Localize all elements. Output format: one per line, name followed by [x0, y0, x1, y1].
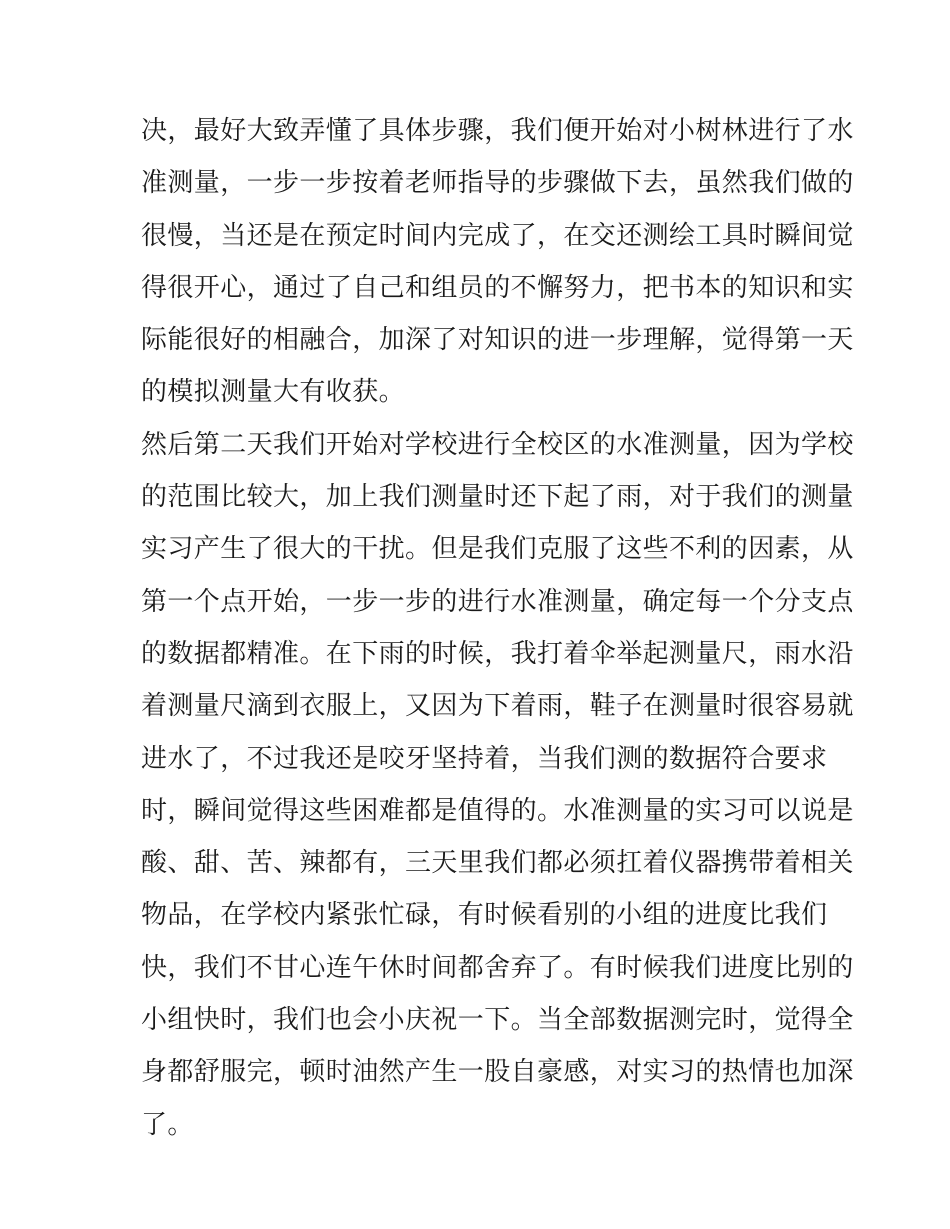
text-line: 酸、甜、苦、辣都有，三天里我们都必须扛着仪器携带着相关 — [141, 848, 854, 879]
text-line: 准测量，一步一步按着老师指导的步骤做下去，虽然我们做的 — [141, 168, 854, 199]
text-line: 时，瞬间觉得这些困难都是值得的。水准测量的实习可以说是 — [141, 795, 854, 826]
text-line: 很慢，当还是在预定时间内完成了，在交还测绘工具时瞬间觉 — [141, 220, 854, 251]
text-line: 的数据都精准。在下雨的时候，我打着伞举起测量尺，雨水沿 — [141, 638, 854, 669]
text-line: 了。 — [141, 1109, 194, 1140]
text-line: 第一个点开始，一步一步的进行水准测量，确定每一个分支点 — [141, 586, 854, 617]
text-line: 然后第二天我们开始对学校进行全校区的水准测量，因为学校 — [141, 429, 854, 460]
text-line: 得很开心，通过了自己和组员的不懈努力，把书本的知识和实 — [141, 272, 854, 303]
text-line: 着测量尺滴到衣服上，又因为下着雨，鞋子在测量时很容易就 — [141, 691, 854, 722]
text-line: 的范围比较大，加上我们测量时还下起了雨，对于我们的测量 — [141, 482, 854, 513]
text-line: 物品，在学校内紧张忙碌，有时候看别的小组的进度比我们 — [141, 900, 828, 931]
text-line: 际能很好的相融合，加深了对知识的进一步理解，觉得第一天 — [141, 325, 854, 356]
text-line: 决，最好大致弄懂了具体步骤，我们便开始对小树林进行了水 — [141, 116, 854, 146]
text-line: 快，我们不甘心连午休时间都舍弃了。有时候我们进度比别的 — [141, 952, 854, 983]
text-line: 身都舒服完，顿时油然产生一股自豪感，对实习的热情也加深 — [141, 1057, 854, 1088]
text-line: 实习产生了很大的干扰。但是我们克服了这些不利的因素，从 — [141, 534, 854, 565]
text-line: 的模拟测量大有收获。 — [141, 377, 406, 408]
body-text — [141, 105, 854, 1151]
text-line: 进水了，不过我还是咬牙坚持着，当我们测的数据符合要求 — [141, 743, 828, 774]
text-line: 小组快时，我们也会小庆祝一下。当全部数据测完时，觉得全 — [141, 1005, 854, 1036]
